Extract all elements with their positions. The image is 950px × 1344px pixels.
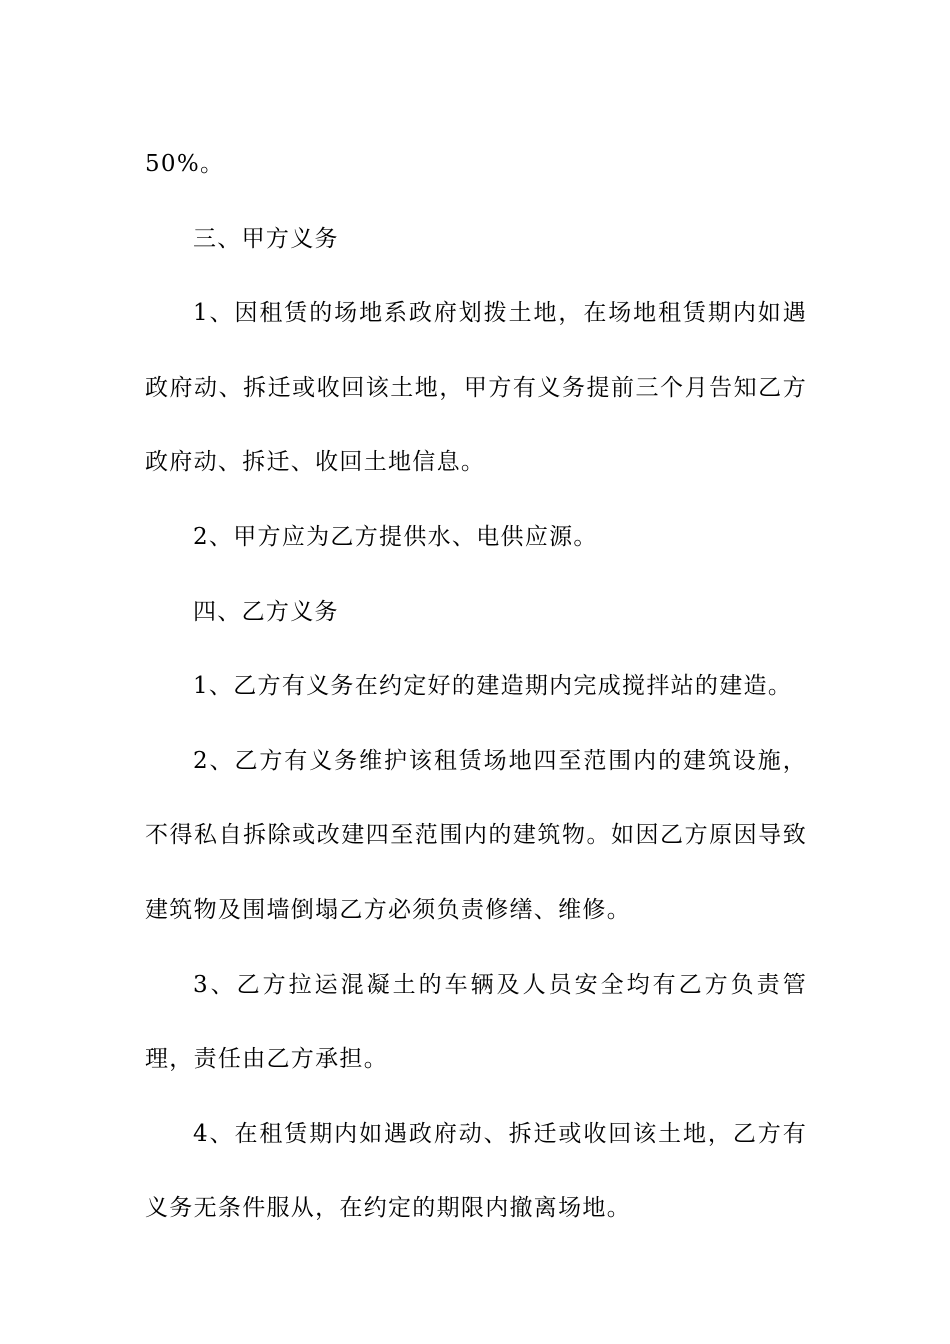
paragraph-party-a-1: 1、因租赁的场地系政府划拨土地，在场地租赁期内如遇政府动、拆迁或收回该土地，甲方有义务提前三个月告知乙方政府动、拆迁、收回土地信息。 [145,300,807,476]
paragraph-party-b-2: 2、乙方有义务维护该租赁场地四至范围内的建筑设施，不得私自拆除或改建四至范围内的建筑物。如因乙方原因导致建筑物及围墙倒塌乙方必须负责修缮、维修。 [145,747,807,923]
paragraph-party-b-3: 3、乙方拉运混凝土的车辆及人员安全均有乙方负责管理，责任由乙方承担。 [145,971,807,1073]
paragraph-party-b-1: 1、乙方有义务在约定好的建造期内完成搅拌站的建造。 [193,673,793,700]
document-body [145,127,807,1246]
section-heading-party-a-obligations: 三、甲方义务 [193,225,339,252]
paragraph-continuation: 50%。 [145,151,225,177]
paragraph-party-a-2: 2、甲方应为乙方提供水、电供应源。 [193,523,598,550]
paragraph-party-b-4: 4、在租赁期内如遇政府动、拆迁或收回该土地，乙方有义务无条件服从，在约定的期限内撤离场地。 [145,1120,807,1222]
section-heading-party-b-obligations: 四、乙方义务 [193,598,339,625]
